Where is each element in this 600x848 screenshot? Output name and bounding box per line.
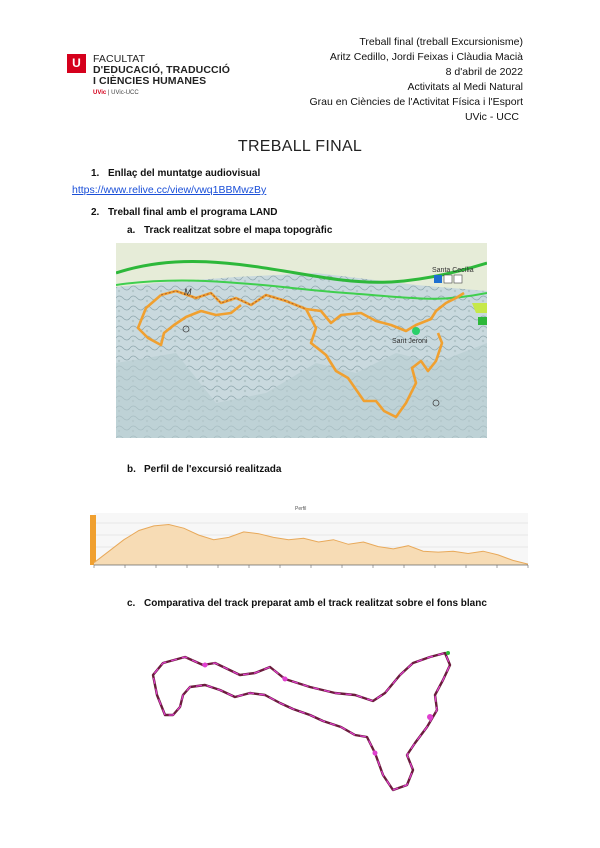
page-title: TREBALL FINAL — [237, 138, 363, 155]
header-line-4: Activitats al Medi Natural — [407, 81, 523, 93]
section-1-label: Enllaç del muntatge audiovisual — [108, 168, 261, 179]
logo-sub-text: UVic-UCC — [111, 90, 139, 96]
track-comparison — [145, 635, 457, 795]
subsection-c-number: c. — [127, 598, 136, 609]
logo-line-3: I CIÈNCIES HUMANES — [93, 75, 207, 87]
header-line-3: 8 d'abril de 2022 — [445, 66, 523, 78]
logo-line-2: D'EDUCACIÓ, TRADUCCIÓ — [93, 64, 231, 76]
relive-link[interactable]: https://www.relive.cc/view/vwq1BBMwzBy — [72, 184, 267, 196]
map-label-m: M — [184, 287, 192, 297]
section-1-number: 1. — [91, 168, 100, 179]
header-line-6: UVic - UCC — [464, 111, 519, 123]
section-2-label: Treball final amb el programa LAND — [108, 207, 278, 218]
map-label-sant-jeroni: Sant Jeroni — [392, 338, 428, 345]
header-line-5: Grau en Ciències de l'Activitat Física i l'Esport — [309, 96, 523, 108]
logo-subtitle: UVic | UVic-UCC — [93, 90, 139, 96]
section-2-number: 2. — [91, 207, 100, 218]
subsection-b-number: b. — [127, 464, 136, 475]
realized-track — [153, 653, 450, 790]
map-label-santa-cecilia: Santa Cecília — [432, 267, 474, 274]
header-line-2: Aritz Cedillo, Jordi Feixas i Clàudia Macià — [329, 51, 523, 63]
profile-title: Perfil — [295, 506, 307, 512]
logo-sub-strong: UVic — [93, 90, 107, 96]
topographic-map — [116, 243, 487, 438]
subsection-a-label: Track realitzat sobre el mapa topogràfic — [144, 225, 333, 236]
subsection-a-number: a. — [127, 225, 136, 236]
logo-line-1: FACULTAT — [93, 53, 146, 65]
logo-letter: U — [72, 56, 81, 70]
prepared-track — [153, 653, 450, 790]
header-line-1: Treball final (treball Excursionisme) — [359, 36, 523, 48]
subsection-c-label: Comparativa del track preparat amb el track realitzat sobre el fons blanc — [144, 598, 487, 609]
elevation-profile-chart — [70, 503, 530, 575]
subsection-b-label: Perfil de l'excursió realitzada — [144, 464, 282, 475]
